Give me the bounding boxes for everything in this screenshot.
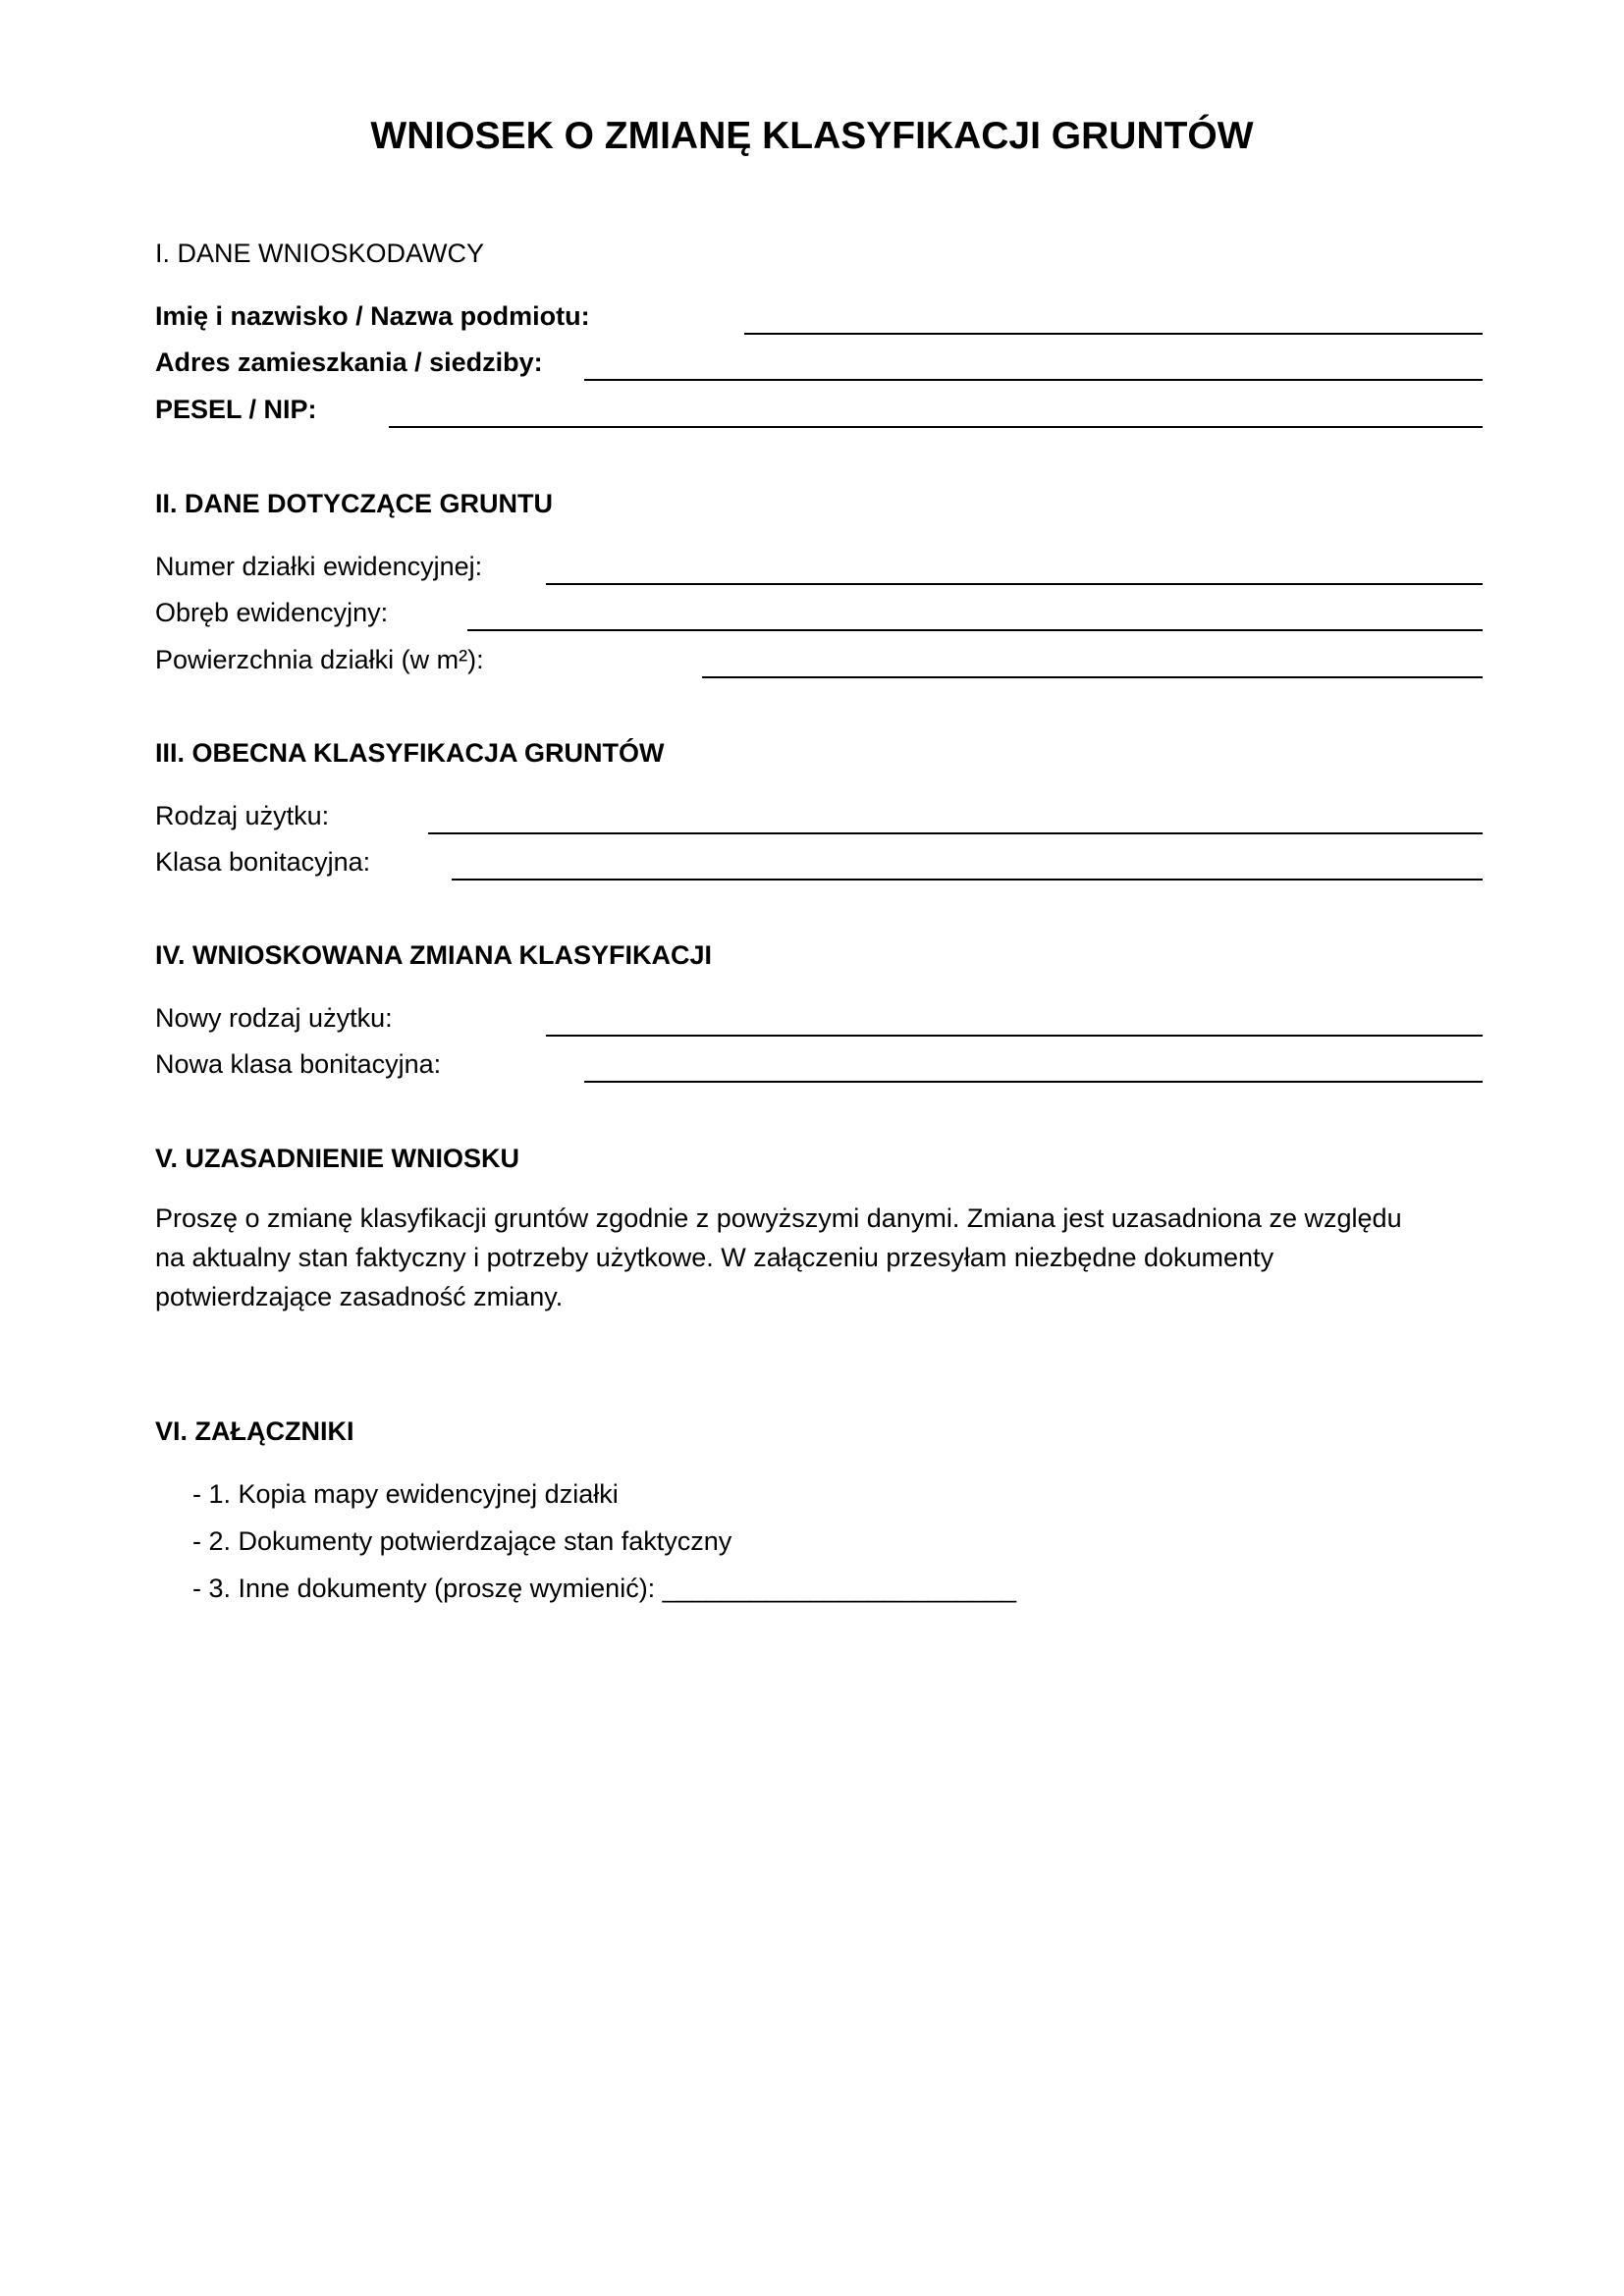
justification-line: potwierdzające zasadność zmiany.: [155, 1282, 564, 1311]
current-use-type-label: Rodzaj użytku:: [155, 801, 330, 830]
parcel-number-field[interactable]: [155, 552, 1481, 591]
new-soil-class-field[interactable]: [155, 1049, 1481, 1089]
document-title: WNIOSEK O ZMIANĘ KLASYFIKACJI GRUNTÓW: [370, 115, 1254, 157]
current-soil-class-line[interactable]: [452, 879, 1483, 881]
applicant-name-line[interactable]: [744, 333, 1483, 335]
section-land-heading: II. DANE DOTYCZĄCE GRUNTU: [155, 489, 553, 518]
parcel-area-line[interactable]: [702, 676, 1483, 678]
new-soil-class-label: Nowa klasa bonitacyjna:: [155, 1049, 442, 1079]
applicant-address-field[interactable]: [155, 347, 1481, 387]
applicant-address-line[interactable]: [584, 379, 1483, 381]
applicant-name-field[interactable]: [155, 301, 1481, 341]
new-use-type-field[interactable]: [155, 1003, 1481, 1042]
attachment-item: - 2. Dokumenty potwierdzające stan faktyczny: [192, 1526, 732, 1556]
parcel-number-label: Numer działki ewidencyjnej:: [155, 552, 483, 581]
applicant-pesel-nip-label: PESEL / NIP:: [155, 395, 317, 424]
current-soil-class-label: Klasa bonitacyjna:: [155, 847, 371, 877]
current-soil-class-field[interactable]: [155, 847, 1481, 886]
applicant-pesel-nip-line[interactable]: [389, 426, 1483, 428]
registry-precinct-field[interactable]: [155, 598, 1481, 637]
section-applicant-heading: I. DANE WNIOSKODAWCY: [155, 239, 485, 268]
parcel-area-label: Powierzchnia działki (w m²):: [155, 645, 484, 674]
section-attachments-heading: VI. ZAŁĄCZNIKI: [155, 1416, 354, 1446]
section-justification-heading: V. UZASADNIENIE WNIOSKU: [155, 1144, 520, 1173]
current-use-type-line[interactable]: [428, 832, 1483, 834]
justification-line: Proszę o zmianę klasyfikacji gruntów zgodnie z powyższymi danymi. Zmiana jest uzasadniona ze względu: [155, 1203, 1402, 1233]
applicant-name-label: Imię i nazwisko / Nazwa podmiotu:: [155, 301, 590, 331]
new-use-type-line[interactable]: [546, 1035, 1483, 1037]
registry-precinct-label: Obręb ewidencyjny:: [155, 598, 389, 627]
parcel-number-line[interactable]: [546, 583, 1483, 585]
new-soil-class-line[interactable]: [584, 1081, 1483, 1083]
applicant-address-label: Adres zamieszkania / siedziby:: [155, 347, 543, 377]
new-use-type-label: Nowy rodzaj użytku:: [155, 1003, 393, 1033]
justification-text: [155, 1199, 1481, 1316]
applicant-pesel-nip-field[interactable]: [155, 395, 1481, 434]
attachment-item-other[interactable]: - 3. Inne dokumenty (proszę wymienić): ________________________: [192, 1574, 1017, 1603]
current-use-type-field[interactable]: [155, 801, 1481, 840]
justification-line: na aktualny stan faktyczny i potrzeby użytkowe. W załączeniu przesyłam niezbędne dokumenty: [155, 1243, 1274, 1272]
section-requested-change-heading: IV. WNIOSKOWANA ZMIANA KLASYFIKACJI: [155, 940, 713, 970]
section-current-classification-heading: III. OBECNA KLASYFIKACJA GRUNTÓW: [155, 738, 665, 768]
registry-precinct-line[interactable]: [467, 629, 1483, 631]
attachment-item: - 1. Kopia mapy ewidencyjnej działki: [192, 1479, 619, 1509]
parcel-area-field[interactable]: [155, 645, 1481, 684]
